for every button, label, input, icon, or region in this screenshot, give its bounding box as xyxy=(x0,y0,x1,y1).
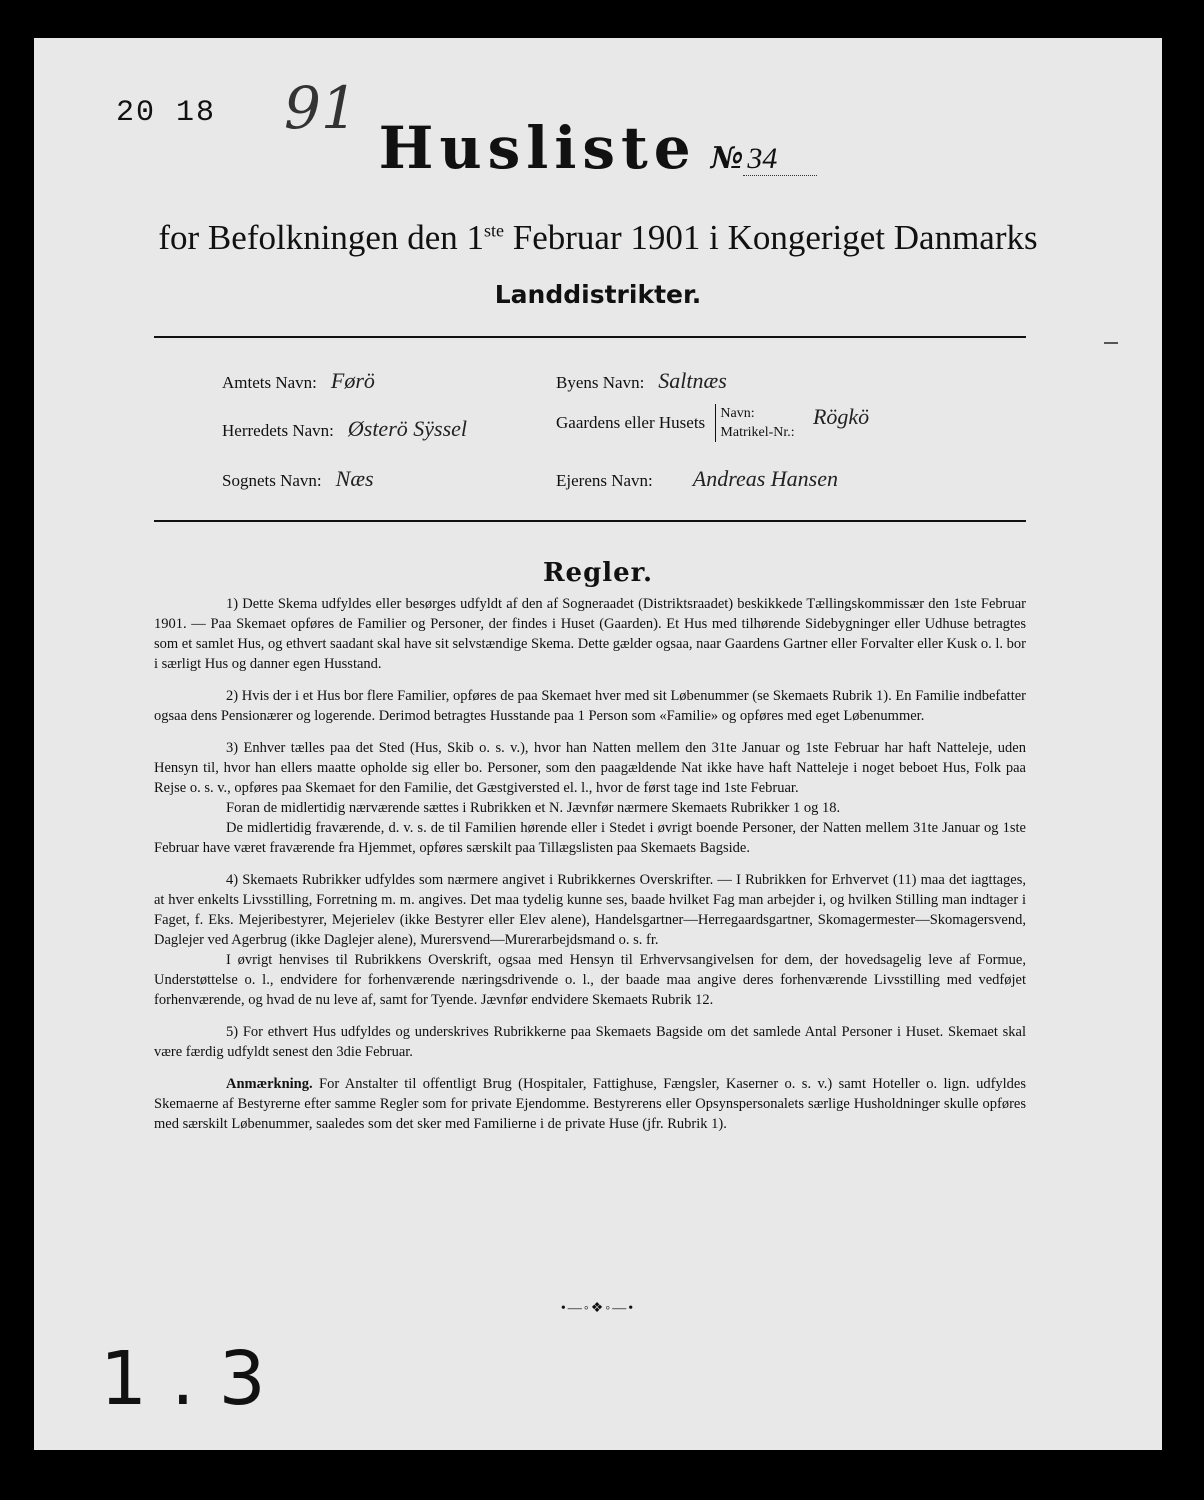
margin-dash xyxy=(1104,342,1118,344)
ejer-field xyxy=(556,466,838,492)
herred-value: Østerö Sÿssel xyxy=(347,416,468,441)
rules-body xyxy=(154,594,1026,1146)
rule-4b: I øvrigt henvises til Rubrikkens Overskrift, ogsaa med Hensyn til Erhvervsangivelsen for dem, der hovedsagelig leve af Formue, Understøttelse o. l., endvidere for forhenværende næringsdrivende o. l., der baade maa angive deres forhenværende Livsstilling med vedføjet forhenværende, og hvad de nu leve af, samt for Tyende. Jævnfør endvidere Skemaets Rubrik 12. xyxy=(154,952,1026,1008)
form-subtitle xyxy=(34,218,1162,258)
corner-handwritten-number: 91 xyxy=(284,74,358,142)
rules-heading: Regler. xyxy=(542,558,654,588)
rule-3a: 3) Enhver tælles paa det Sted (Hus, Skib o. s. v.), hvor han Natten mellem den 31te Januar og 1ste Februar har haft Natteleje, uden Hensyn til, hvor han ellers maatte opholde sig eller bo. Personer, som den paagældende Nat ikke have haft Natteleje i noget beboet Hus, Folk paa Rejse o. s. v., opføres paa Skemaet for den Familie, det Gæstgiversted el. l., hvor de først tage ind 1ste Februar. xyxy=(154,740,1026,796)
sogn-field xyxy=(222,466,374,492)
title-main: Husliste xyxy=(378,114,697,182)
rule-2: 2) Hvis der i et Hus bor flere Familier, opføres de paa Skemaet hver med sit Løbenummer (se Skemaets Rubrik 1). En Familie indbefatter ogsaa dens Pensionærer og logerende. Derimod betragtes Husstande paa 1 Person som «Familie» og opføres med eget Løbenummer. xyxy=(154,688,1026,724)
sogn-value: Næs xyxy=(335,466,374,491)
ejer-label: Ejerens Navn: xyxy=(556,471,653,490)
form-title xyxy=(34,114,1162,182)
gaard-navn-label: Navn: xyxy=(720,406,755,421)
herred-label: Herredets Navn: xyxy=(222,421,334,440)
by-value: Saltnæs xyxy=(658,368,727,393)
rule-3b: Foran de midlertidig nærværende sættes i Rubrikken et N. Jævnfør nærmere Skemaets Rubrikker 1 og 18. xyxy=(226,800,841,816)
number-label: № xyxy=(710,141,744,176)
gaard-field xyxy=(556,404,869,442)
by-field xyxy=(556,368,727,394)
census-form-page xyxy=(34,38,1162,1450)
subtitle-pre: for Befolkningen den 1 xyxy=(158,218,484,257)
gaard-value: Rögkö xyxy=(812,404,870,429)
rule-1: 1) Dette Skema udfyldes eller besørges udfyldt af den af Sogneraadet (Distriktsraadet) beskikkede Tællingskommissær den 1ste Februar 1901. — Paa Skemaet opføres de Familier og Personer, der findes i Huset (Gaarden). Et Hus med tilhørende Sidebygninger eller Udhuse betragtes som et samlet Hus, og ethvert saadant skal have sit selvstændige Skema. Dette gælder ogsaa, naar Gaardens Gartner eller Forvalter eller Kusk o. l. bor i særligt Hus og danner egen Husstand. xyxy=(154,596,1026,672)
note xyxy=(154,1074,1026,1134)
sogn-label: Sognets Navn: xyxy=(222,471,322,490)
rule-4a: 4) Skemaets Rubrikker udfyldes som nærmere angivet i Rubrikkernes Overskrifter. — I Rubrikken for Erhvervet (11) maa det iagttages, at hver enkelts Livsstilling, Forretning m. m. angives. Det maa tydelig kunne ses, baade hvilket Fag man arbejder i, og hvilken Stilling man indtager i Faget, f. Eks. Mejeribestyrer, Mejerielev (ikke Bestyrer eller Elev alene), Handelsgartner—Herregaardsgartner, Skomagermester—Skomagersvend, Daglejer ved Agerbrug (ikke Daglejer alene), Murersvend—Murerarbejdsmand o. s. fr. xyxy=(154,872,1026,948)
amt-value: Førö xyxy=(330,368,375,393)
amt-label: Amtets Navn: xyxy=(222,373,317,392)
note-text: For Anstalter til offentligt Brug (Hospitaler, Fattighuse, Fængsler, Kaserner o. s. v.) samt Hoteller o. lign. udfyldes Skemaerne af Bestyrerne efter samme Regler som for private Ejendomme. Bestyrerens eller Opsynspersonalets særlige Husholdninger skulle opføres med særskilt Løbenummer, saaledes som det sker med Familierne i de private Huse (jfr. Rubrik 1). xyxy=(154,1076,1026,1132)
amt-field xyxy=(222,368,375,394)
rule-5: 5) For ethvert Hus udfyldes og underskrives Rubrikkerne paa Skemaets Bagside om det samlede Antal Personer i Huset. Skemaet skal være færdig udfyldt senest den 3die Februar. xyxy=(154,1024,1026,1060)
rule-3c: De midlertidig fraværende, d. v. s. de til Familien hørende eller i Stedet i øvrigt boende Personer, der Natten mellem 31te Januar og 1ste Februar have været fraværende fra Hjemmet, opføres særskilt paa Tillægslisten paa Skemaets Bagside. xyxy=(154,820,1026,856)
gaard-matrikel-label: Matrikel-Nr.: xyxy=(720,425,795,440)
top-divider xyxy=(154,336,1026,338)
subtitle-sup: ste xyxy=(484,220,504,241)
header-fields xyxy=(34,358,1162,508)
gaard-brace xyxy=(715,404,794,442)
herred-field xyxy=(222,416,467,442)
ornament: •—◦❖◦—• xyxy=(560,1301,636,1316)
ejer-value: Andreas Hansen xyxy=(692,466,839,491)
bottom-handwritten-number: 1.3 xyxy=(100,1336,290,1422)
subtitle-post: Februar 1901 i Kongeriget Danmarks xyxy=(504,218,1038,257)
gaard-label: Gaardens eller Husets xyxy=(556,413,706,432)
number-value: 34 xyxy=(743,142,817,176)
note-label: Anmærkning. xyxy=(226,1076,313,1092)
bottom-divider xyxy=(154,520,1026,522)
form-district-type: Landdistrikter. xyxy=(494,280,702,309)
by-label: Byens Navn: xyxy=(556,373,645,392)
corner-stamp: 20 18 xyxy=(116,96,217,130)
